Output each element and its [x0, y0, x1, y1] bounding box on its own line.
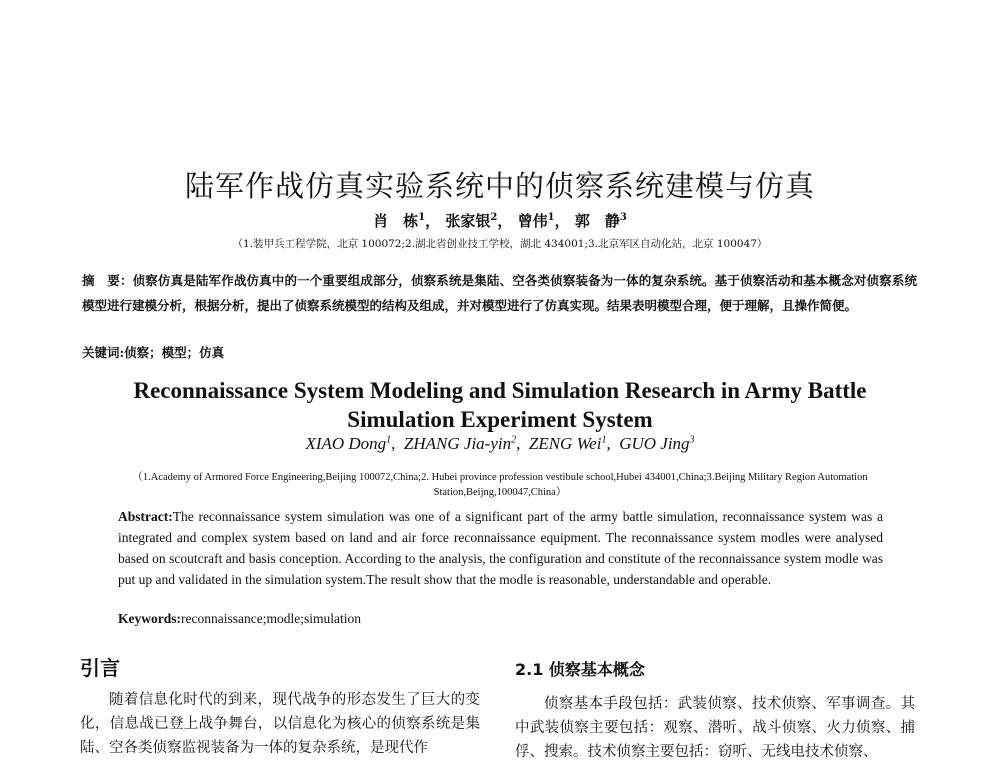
- chinese-authors: 肖 栋$^1$， 张家银$^2$， 曾伟$^1$， 郭 静$^3$: [373, 212, 627, 230]
- left-column: [80, 656, 480, 760]
- chinese-affiliation: （1.装甲兵工程学院，北京 100072;2.湖北省创业技工学校，湖北 434001;3.北京军区自动化站，北京 100047）: [232, 238, 768, 250]
- section-heading-intro: 引言: [80, 656, 120, 680]
- english-affiliation: （1.Academy of Armored Force Engineering,Beijing 100072,China;2. Hubei province profession vestibule school,Hubei 434001,China;3.Beijing Military Region Automation Station,Beijng,100047,China）: [132, 472, 868, 498]
- abstract-label: 摘 要：: [82, 273, 133, 288]
- section-paragraph: 侦察基本手段包括：武装侦察、技术侦察、军事调查。其中武装侦察主要包括：观察、潜听、战斗侦察、火力侦察、捕俘、搜索。技术侦察主要包括：窃听、无线电技术侦察、: [515, 696, 915, 760]
- author: 曾伟: [517, 212, 548, 230]
- english-authors: XIAO Dong$^1$, ZHANG Jia-yin$^2$, ZENG Wei$^1$, GUO Jing$^3$: [305, 434, 695, 453]
- abstract-text: 侦察仿真是陆军作战仿真中的一个重要组成部分，侦察系统是集陆、空各类侦察装备为一体的复杂系统。基于侦察活动和基本概念对侦察系统模型进行建模分析，根据分析，提出了侦察系统模型的结构及组成，并对模型进行了仿真实现。结果表明模型合理，便于理解，且操作简便。: [82, 273, 917, 313]
- english-title: Reconnaissance System Modeling and Simulation Research in Army Battle Simulation Experiment System: [133, 378, 867, 432]
- intro-paragraph: 随着信息化时代的到来，现代战争的形态发生了巨大的变化，信息战已登上战争舞台，以信息化为核心的侦察系统是集陆、空各类侦察监视装备为一体的复杂系统，是现代作: [80, 692, 480, 756]
- author: 张家银: [445, 212, 491, 230]
- right-column: [515, 658, 915, 764]
- chinese-title: 陆军作战仿真实验系统中的侦察系统建模与仿真: [184, 169, 815, 203]
- author: 肖 栋: [373, 212, 419, 230]
- author: 郭 静: [574, 212, 620, 230]
- english-abstract: Abstract:The reconnaissance system simulation was one of a significant part of the army battle simulation, reconnaissance system was a integrated and complex system based on land and air force reconnaissance equipment. The reconnaissance system modles were analysed based on scoutcraft and basis conception. According to the analysis, the configuration and constitute of the reconnaissance system modle was put up and validated in the simulation system.The result show that the modle is reasonable, understandable and operable.: [118, 509, 883, 587]
- chinese-abstract: [82, 268, 917, 318]
- chinese-keywords: 关键词:侦察；模型；仿真: [82, 345, 225, 360]
- section-heading-2-1: 2.1 侦察基本概念: [515, 660, 645, 679]
- english-keywords: Keywords:reconnaissance;modle;simulation: [118, 611, 361, 626]
